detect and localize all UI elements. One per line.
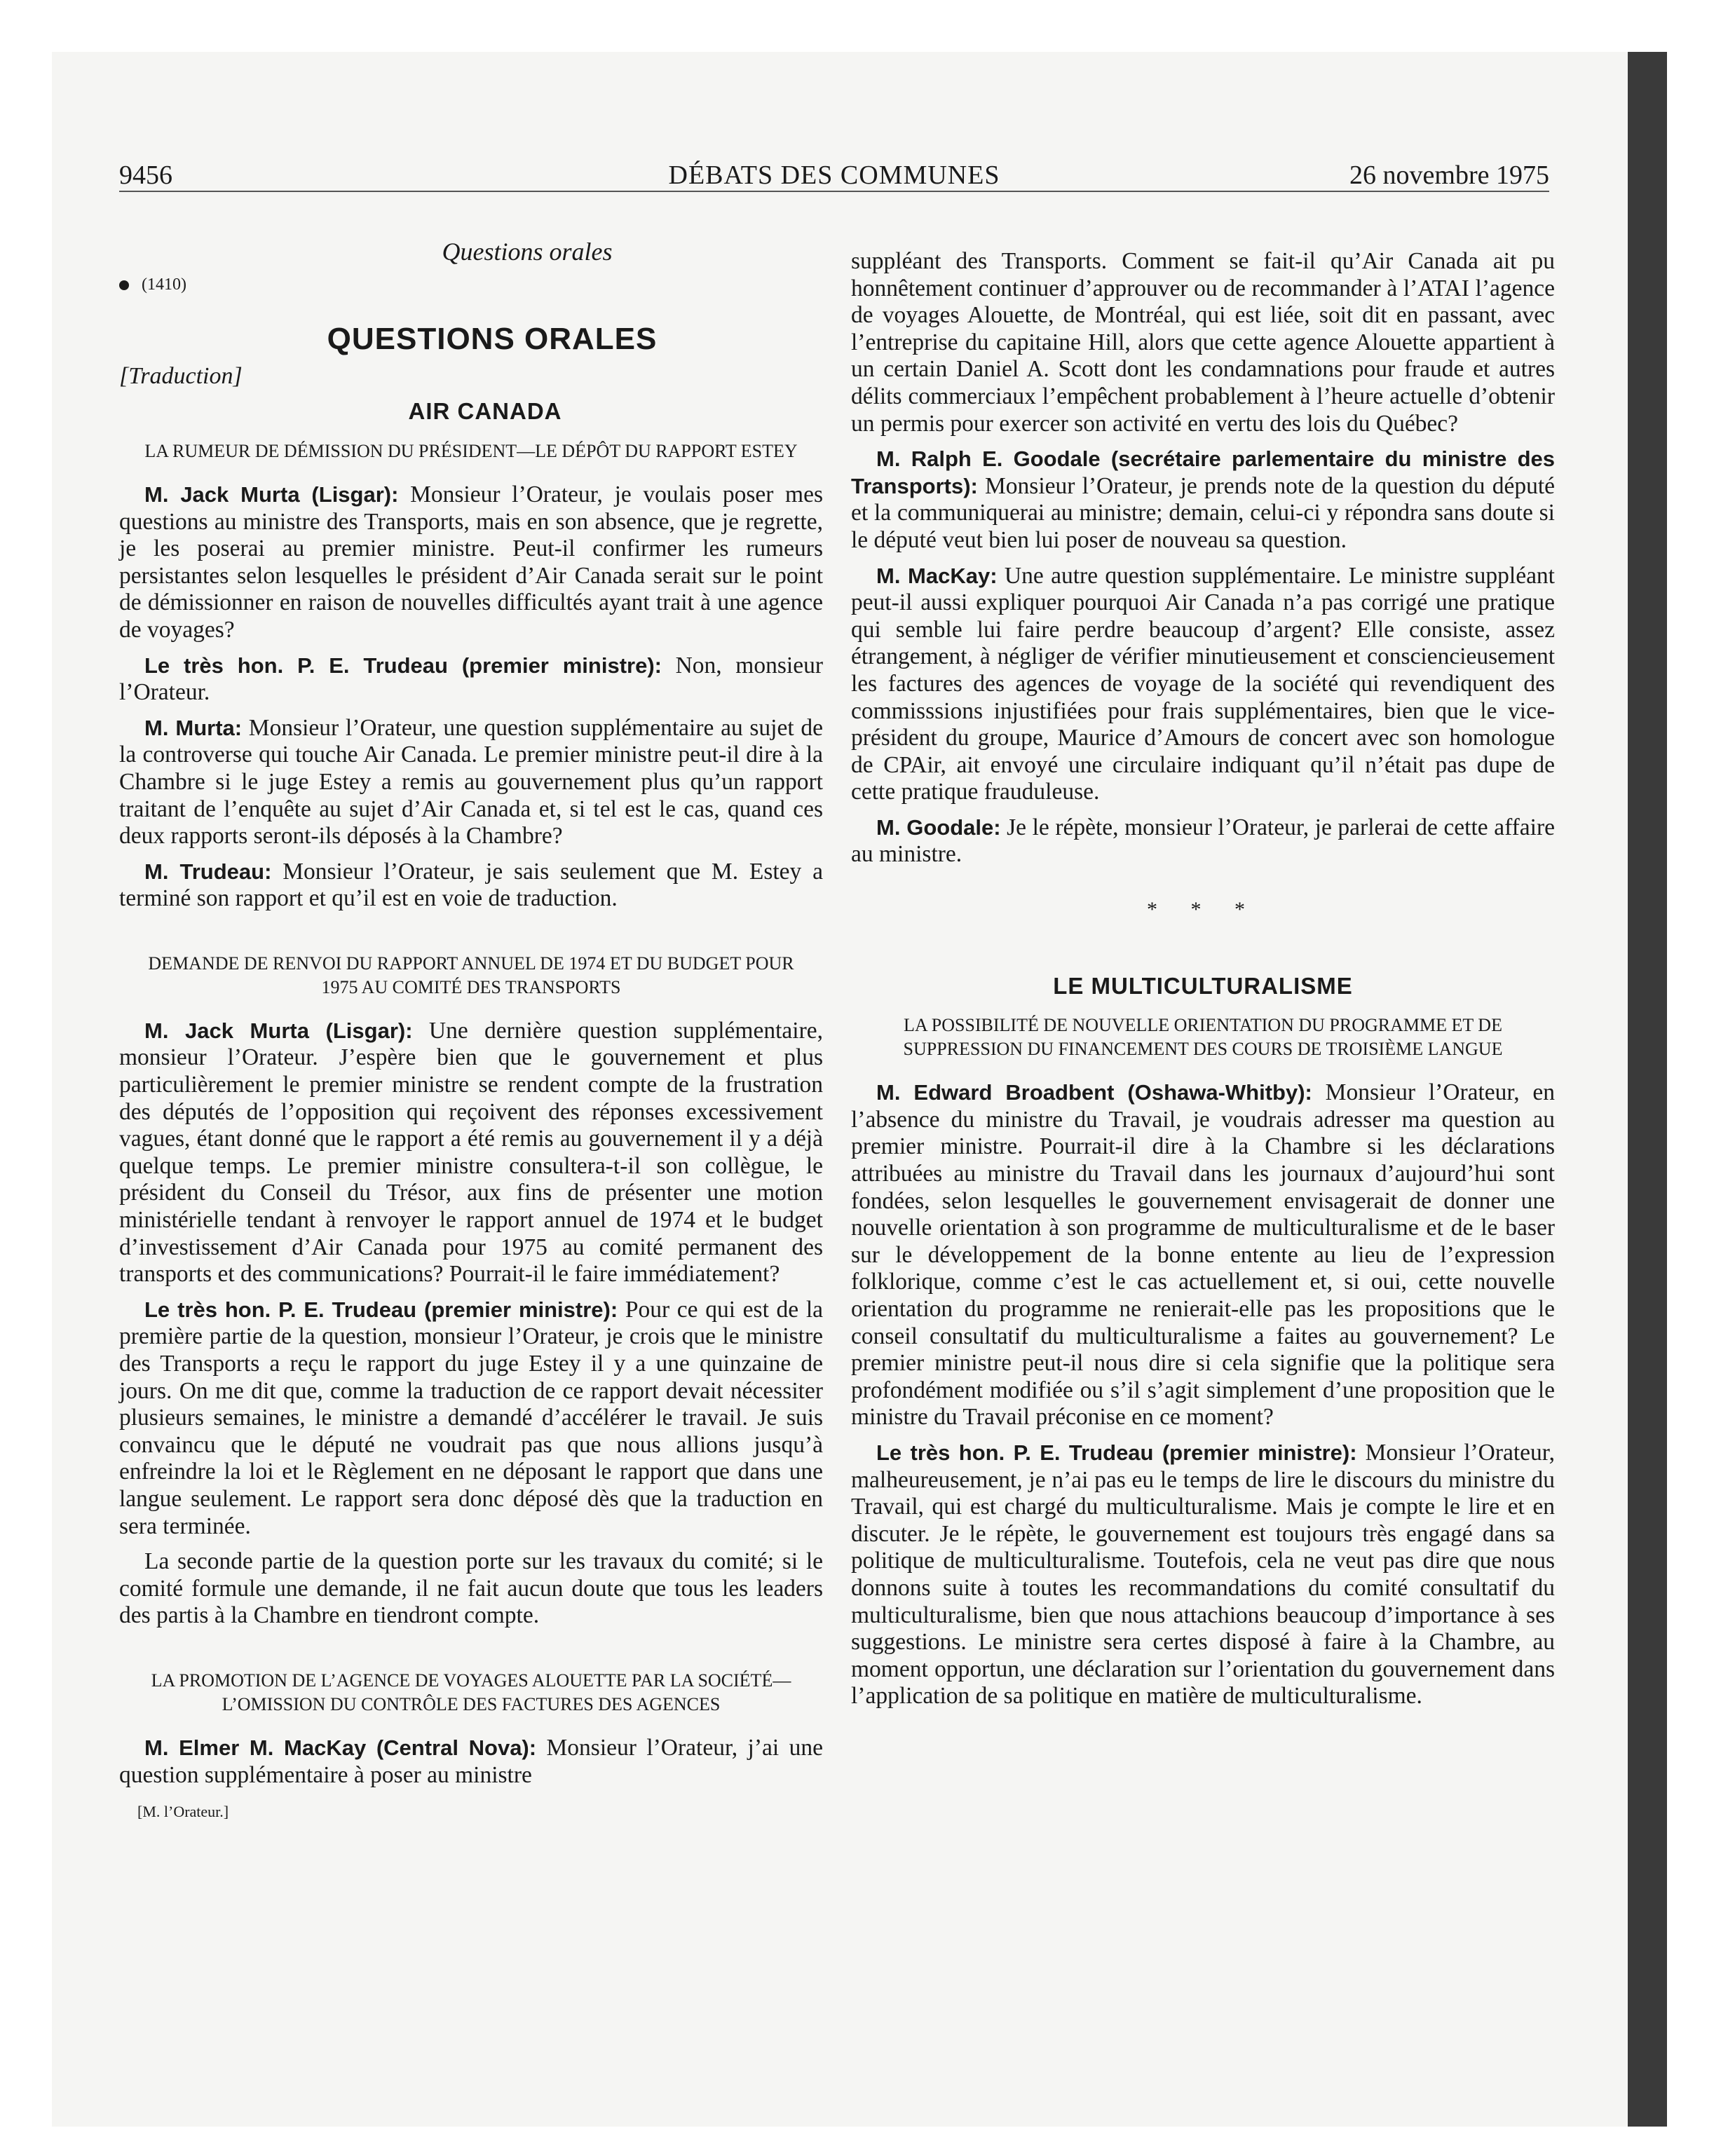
speaker: Le très hon. P. E. Trudeau (premier ministre): (876, 1440, 1357, 1465)
speech: Monsieur l’Orateur, malheureusement, je n’ai pas eu le temps de lire le discours du ministre du Travail, qui est chargé du multiculturalisme. Mais je compte le lire et en discuter. Je le répète, le gouvernement est toujours très engagé dans sa politique de multiculturalisme. Toutefois, cela ne veut pas dire que nous donnons suite à toutes les recommandations du comité consultatif du multiculturalisme, bien que nous attachions beaucoup d’importance à ses suggestions. Le ministre sera certes disposé à faire à la Chambre, au moment opportun, une déclaration sur l’orientation du gouvernement dans l’application de sa politique en matière de multiculturalisme. (851, 1439, 1555, 1710)
paragraph (119, 482, 823, 644)
speaker: M. Trudeau: (144, 859, 272, 884)
speech: Non, monsieur l’Orateur. (119, 652, 823, 706)
speech: Pour ce qui est de la première partie de la question, monsieur l’Orateur, je crois que le ministre des Transports a reçu le rapport du juge Estey il y a une quinzaine de jours. On me dit que, comme la traduction de ce rapport devait nécessiter plusieurs semaines, le ministre a demandé d’accélérer le travail. Je suis convaincu que le député ne voudrait pas que nous allions jusqu’à enfreindre la loi et le Règlement en ne déposant le rapport que dans une langue seulement. Le rapport sera donc déposé dès que la traduction en sera terminée. (119, 1296, 823, 1539)
publication-title: DÉBATS DES COMMUNES (668, 161, 1000, 190)
right-column (851, 248, 1555, 1719)
paragraph (119, 1735, 823, 1789)
speech: Monsieur l’Orateur, une question supplémentaire au sujet de la controverse qui touche Air Canada. Le premier ministre peut-il dire à la Chambre si le juge Estey a remis au gouvernement plus qu’un rapport traitant de l’enquête au sujet d’Air Canada et, si tel est le cas, quand ces deux rapports seront-ils déposés à la Chambre? (119, 714, 823, 850)
left-column (119, 238, 823, 1826)
section-title: QUESTIONS ORALES (327, 322, 658, 357)
speech: Monsieur l’Orateur, je voulais poser mes questions au ministre des Transports, mais en son absence, que je regrette, je les poserai au premier ministre. Peut-il confirmer les rumeurs persistantes selon lesquelles le président d’Air Canada serait sur le point de démissionner en raison de nouvelles difficultés ayant trait à une agence de voyages? (119, 481, 823, 643)
speaker: M. Edward Broadbent (Oshawa-Whitby): (876, 1080, 1312, 1105)
paragraph (119, 1018, 823, 1288)
time-marker (119, 271, 823, 299)
scan-edge-bar (1628, 52, 1667, 2127)
speaker: M. Jack Murta (Lisgar): (144, 482, 399, 507)
speaker: Le très hon. P. E. Trudeau (premier ministre): (144, 653, 662, 678)
paragraph (851, 1079, 1555, 1431)
paragraph: suppléant des Transports. Comment se fait-il qu’Air Canada ait pu honnêtement continuer d’approuver ou de recommander à l’ATAI l’agence de voyages Alouette, de Montréal, qui est liée, soit dit en passant, avec l’entreprise du capitaine Hill, alors que cette agence Alouette appartient à un certain Daniel A. Scott dont les condamnations pour fraude et autres délits commerciaux l’empêchent probablement à l’heure actuelle d’obtenir un permis pour exercer son activité en vertu des lois du Québec? (851, 248, 1555, 437)
bullet-icon (119, 280, 129, 290)
running-title: Questions orales (442, 238, 613, 266)
subject-heading: AIR CANADA (408, 398, 562, 425)
speech: Une autre question supplémentaire. Le ministre suppléant peut-il aussi expliquer pourquoi Air Canada n’a pas corrigé une pratique qui semble lui faire perdre beaucoup d’argent? Elle consiste, assez étrangement, à négliger de vérifier minutieusement et consciencieusement les factures des agences de voyage de la société qui revendiquent des commisssions injustifiées pour frais supplémentaires, bien que le vice-président du groupe, Maurice d’Amours de concert avec son homologue de CPAir, ait envoyé une circulaire indiquant qu’il n’était pas dupe de cette pratique frauduleuse. (851, 562, 1555, 805)
speaker: M. Elmer M. MacKay (Central Nova): (144, 1735, 537, 1760)
footnote: [M. l’Orateur.] (137, 1803, 229, 1821)
speaker: M. MacKay: (876, 563, 998, 588)
paragraph (119, 715, 823, 850)
issue-date: 26 novembre 1975 (1349, 161, 1549, 190)
speech: Monsieur l’Orateur, en l’absence du ministre du Travail, je voudrais adresser ma question au premier ministre. Pourrait-il dire à la Chambre si les déclarations attribuées au ministre du Travail dans les journaux d’aujourd’hui sont fondées, selon lesquelles le gouvernement envisagerait de donner une nouvelle orientation à son programme de multiculturalisme et de le baser sur le développement de la bonne entente au lieu de l’expression folklorique, comme c’est le cas actuellement et, si oui, cette nouvelle orientation du programme ne renierait-elle pas les propositions que le conseil consultatif du multiculturalisme a faites au gouvernement? Le premier ministre peut-il nous dire si cela signifie que la politique sera profondément modifiée ou s’il s’agit simplement d’une proposition que le ministre du Travail préconise en ce moment? (851, 1079, 1555, 1431)
subheading: LA PROMOTION DE L’AGENCE DE VOYAGES ALOUETTE PAR LA SOCIÉTÉ—L’OMISSION DU CONTRÔLE DES FACTURES DES AGENCES (151, 1670, 791, 1714)
speaker: M. Murta: (144, 715, 243, 740)
paragraph: La seconde partie de la question porte sur les travaux du comité; si le comité formule une demande, il ne fait aucun doute que tous les leaders des partis à la Chambre en tiendront compte. (119, 1548, 823, 1629)
speech: Monsieur l’Orateur, je prends note de la question du député et la communiquerai au ministre; demain, celui-ci y répondra sans doute si le député veut bien lui poser de nouveau sa question. (851, 472, 1555, 553)
paragraph (851, 814, 1555, 868)
page-header (119, 160, 1549, 192)
speech: Monsieur l’Orateur, je sais seulement que M. Estey a terminé son rapport et qu’il est en voie de traduction. (119, 858, 823, 912)
paragraph (119, 1297, 823, 1540)
subheading: DEMANDE DE RENVOI DU RAPPORT ANNUEL DE 1974 ET DU BUDGET POUR 1975 AU COMITÉ DES TRANSPORTS (148, 953, 794, 997)
speaker: M. Jack Murta (Lisgar): (144, 1018, 413, 1043)
paragraph (119, 859, 823, 913)
subheading: LA POSSIBILITÉ DE NOUVELLE ORIENTATION DU PROGRAMME ET DE SUPPRESSION DU FINANCEMENT DES COURS DE TROISIÈME LANGUE (903, 1015, 1503, 1060)
subject-heading: LE MULTICULTURALISME (1053, 972, 1353, 999)
paragraph (851, 563, 1555, 806)
paragraph (119, 653, 823, 707)
subheading: LA RUMEUR DE DÉMISSION DU PRÉSIDENT—LE DÉPÔT DU RAPPORT ESTEY (144, 440, 798, 461)
paragraph (851, 446, 1555, 554)
speech: Je le répète, monsieur l’Orateur, je parlerai de cette affaire au ministre. (851, 814, 1555, 868)
time-marker-text: (1410) (142, 275, 186, 294)
speech: Une dernière question supplémentaire, monsieur l’Orateur. J’espère bien que le gouvernement et plus particulièrement le premier ministre se rendent compte de la frustration des députés de l’opposition qui reçoivent des réponses excessivement vagues, étant donné que le rapport a été remis au gouvernement il y a déjà quelque temps. Le premier ministre consultera-t-il son collègue, le président du Conseil du Trésor, aux fins de présenter une motion ministérielle tendant à renvoyer le rapport annuel de 1974 et le budget d’investissement d’Air Canada pour 1975 au comité permanent des transports et des communications? Pourrait-il le faire immédiatement? (119, 1017, 823, 1288)
speaker: Le très hon. P. E. Trudeau (premier ministre): (144, 1297, 618, 1322)
speaker: M. Goodale: (876, 814, 1001, 840)
section-separator: * * * (1147, 898, 1259, 922)
speech: Monsieur l’Orateur, j’ai une question supplémentaire à poser au ministre (119, 1734, 823, 1788)
page-number: 9456 (119, 161, 172, 190)
translation-note: [Traduction] (119, 362, 243, 389)
speaker: M. Ralph E. Goodale (secrétaire parlementaire du ministre des Transports): (851, 446, 1555, 498)
paragraph (851, 1440, 1555, 1710)
